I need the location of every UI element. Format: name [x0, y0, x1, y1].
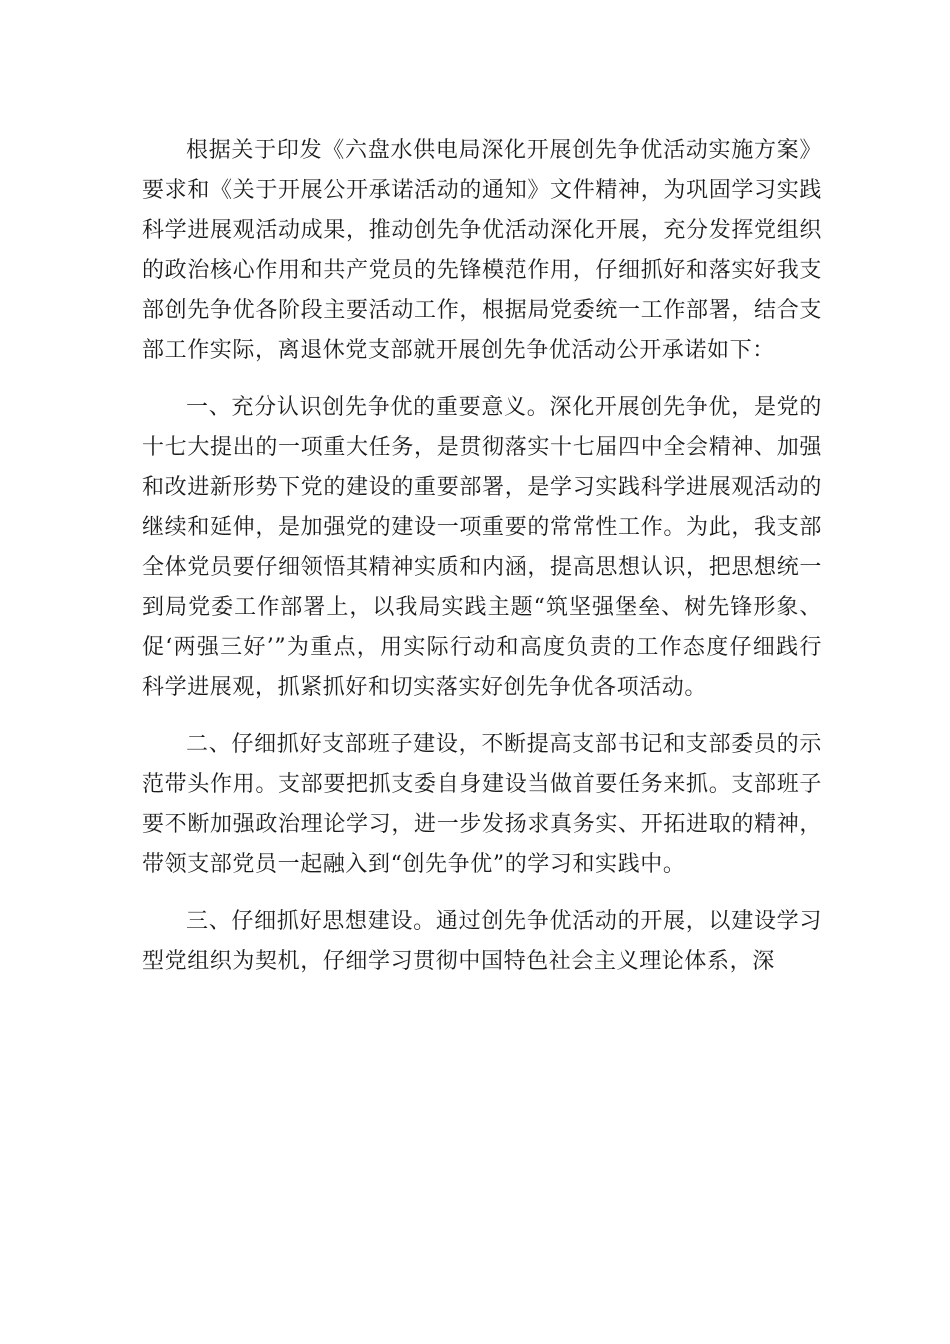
- paragraph-section-3: 三、仔细抓好思想建设。通过创先争优活动的开展，以建设学习型党组织为契机，仔细学习贯彻中国特色社会主义理论体系，深: [142, 909, 822, 974]
- paragraph-intro: 根据关于印发《六盘水供电局深化开展创先争优活动实施方案》要求和《关于开展公开承诺活动的通知》文件精神，为巩固学习实践科学进展观活动成果，推动创先争优活动深化开展，充分发挥党组织的政治核心作用和共产党员的先锋模范作用，仔细抓好和落实好我支部创先争优各阶段主要活动工作，根据局党委统一工作部署，结合支部工作实际，离退休党支部就开展创先争优活动公开承诺如下：: [142, 138, 822, 363]
- paragraph-section-2: 二、仔细抓好支部班子建设，不断提高支部书记和支部委员的示范带头作用。支部要把抓支委自身建设当做首要任务来抓。支部班子要不断加强政治理论学习，进一步发扬求真务实、开拓进取的精神，带领支部党员一起融入到“创先争优”的学习和实践中。: [142, 732, 822, 877]
- document-body: [142, 131, 822, 999]
- paragraph-section-1: 一、充分认识创先争优的重要意义。深化开展创先争优，是党的十七大提出的一项重大任务，是贯彻落实十七届四中全会精神、加强和改进新形势下党的建设的重要部署，是学习实践科学进展观活动的继续和延伸，是加强党的建设一项重要的常常性工作。为此，我支部全体党员要仔细领悟其精神实质和内涵，提高思想认识，把思想统一到局党委工作部署上，以我局实践主题“筑坚强堡垒、树先锋形象、促‘两强三好’”为重点，用实际行动和高度负责的工作态度仔细践行科学进展观，抓紧抓好和切实落实好创先争优各项活动。: [142, 395, 822, 700]
